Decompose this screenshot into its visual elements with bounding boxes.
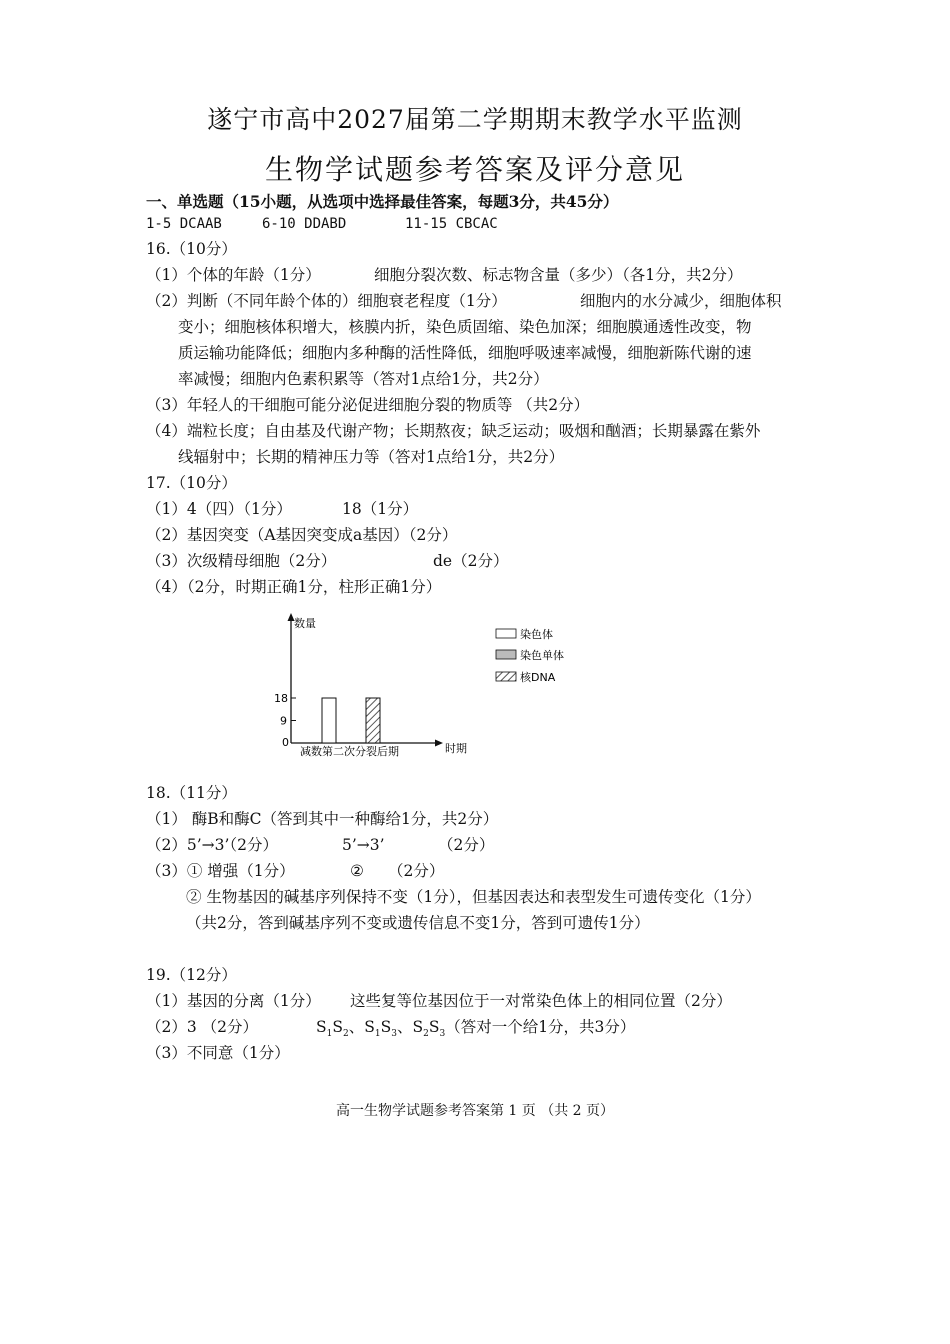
page-footer: 高一生物学试题参考答案第 1 页 （共 2 页） <box>335 1103 615 1119</box>
q18-heading: 18.（11分） <box>146 784 237 802</box>
q18-answer-3d: ② 生物基因的碱基序列保持不变（1分），但基因表达和表型发生可遗传变化（1分） <box>186 888 761 906</box>
q16-answer-1b: 细胞分裂次数、标志物含量（多少）（各1分，共2分） <box>374 266 743 284</box>
bar-nuclear-dna <box>366 698 380 743</box>
q19-answer-3: （3）不同意（1分） <box>146 1044 290 1062</box>
q18-answer-3b: ② <box>350 862 364 880</box>
q16-answer-1a: （1）个体的年龄（1分） <box>146 266 321 284</box>
q16-answer-2e: 率减慢；细胞内色素积累等（答对1点给1分，共2分） <box>178 370 549 388</box>
q17-answer-1a: （1）4（四）（1分） <box>146 500 292 518</box>
q18-answer-2b: 5’→3’ <box>342 836 385 854</box>
bar-chromosome <box>322 698 336 743</box>
q18-answer-2a: （2）5’→3’（2分） <box>146 836 279 854</box>
q16-answer-3: （3）年轻人的干细胞可能分泌促进细胞分裂的物质等 （共2分） <box>146 396 590 414</box>
chromosome-bar-chart <box>260 610 590 765</box>
legend-label-chromatid: 染色单体 <box>520 649 564 662</box>
q17-answer-2: （2）基因突变（A基因突变成a基因）（2分） <box>146 526 458 544</box>
q17-answer-4: （4）（2分，时期正确1分，柱形正确1分） <box>146 578 442 596</box>
legend-swatch-chromatid <box>496 650 516 659</box>
y-tick-label-9: 9 <box>280 714 287 728</box>
answer-group-3: 11-15 CBCAC <box>405 216 498 232</box>
x-axis-arrow <box>435 740 443 747</box>
q17-answer-1b: 18（1分） <box>342 500 419 518</box>
x-category-label: 减数第二次分裂后期 <box>300 745 399 758</box>
answer-group-1: 1-5 DCAAB <box>146 216 222 232</box>
q16-heading: 16.（10分） <box>146 240 237 258</box>
q16-answer-2c: 变小；细胞核体积增大，核膜内折，染色质固缩、染色加深；细胞膜通透性改变，物 <box>178 318 752 336</box>
legend-swatch-chromosome <box>496 629 516 638</box>
q17-heading: 17.（10分） <box>146 474 237 492</box>
q18-answer-1: （1） 酶B和酶C（答到其中一种酶给1分，共2分） <box>146 810 499 828</box>
q18-answer-3e: （共2分，答到碱基序列不变或遗传信息不变1分，答到可遗传1分） <box>186 914 650 932</box>
y-axis-label: 数量 <box>294 617 316 630</box>
page-subtitle: 生物学试题参考答案及评分意见 <box>264 153 685 186</box>
legend-label-chromosome: 染色体 <box>520 628 553 641</box>
q19-answer-1a: （1）基因的分离（1分） <box>146 992 321 1010</box>
q16-answer-4a: （4）端粒长度；自由基及代谢产物；长期熬夜；缺乏运动；吸烟和酗酒；长期暴露在紫外 <box>146 422 761 440</box>
q17-answer-3a: （3）次级精母细胞（2分） <box>146 552 337 570</box>
legend-swatch-nuclear-dna <box>496 672 516 681</box>
q19-heading: 19.（12分） <box>146 966 237 984</box>
q16-answer-2d: 质运输功能降低；细胞内多种酶的活性降低，细胞呼吸速率减慢，细胞新陈代谢的速 <box>178 344 752 362</box>
legend-label-nuclear-dna: 核DNA <box>520 671 556 684</box>
x-axis-label: 时期 <box>445 742 467 755</box>
answer-group-2: 6-10 DDABD <box>262 216 347 232</box>
q16-answer-4b: 线辐射中；长期的精神压力等（答对1点给1分，共2分） <box>178 448 565 466</box>
y-tick-label-18: 18 <box>274 692 288 705</box>
q16-answer-2a: （2）判断（不同年龄个体的）细胞衰老程度（1分） <box>146 292 507 310</box>
q16-answer-2b: 细胞内的水分减少，细胞体积 <box>580 292 782 310</box>
y-tick-label-0: 0 <box>282 736 289 749</box>
q18-answer-2c: （2分） <box>438 836 495 854</box>
q18-answer-3c: （2分） <box>388 862 445 880</box>
section1-heading: 一、单选题（15小题，从选项中选择最佳答案，每题3分，共45分） <box>146 192 619 211</box>
q18-answer-3a: （3）① 增强（1分） <box>146 862 295 880</box>
q17-answer-3b: de（2分） <box>433 552 509 570</box>
q19-answer-2a: （2）3 （2分） <box>146 1018 259 1036</box>
q19-genotypes: $S_1S_2$、$S_1S_3$、$S_2S_3$（答对一个给1分，共3分） <box>316 1018 636 1040</box>
q19-answer-1b: 这些复等位基因位于一对常染色体上的相同位置（2分） <box>350 992 732 1010</box>
page-title: 遂宁市高中2027届第二学期期末教学水平监测 <box>207 105 743 134</box>
